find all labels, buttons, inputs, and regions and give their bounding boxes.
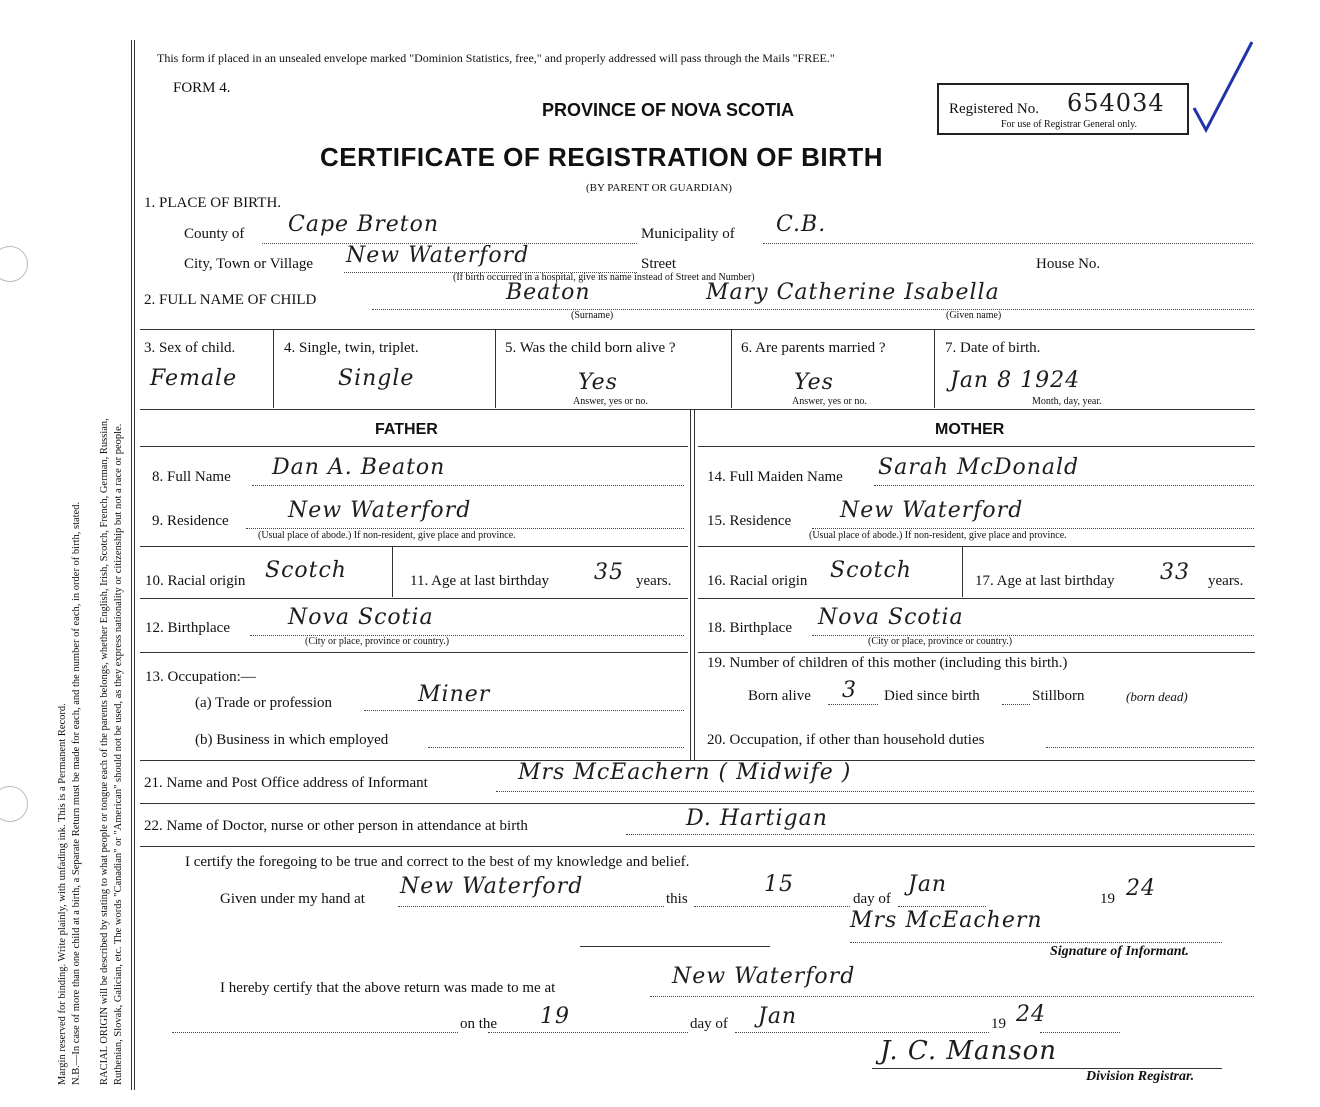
margin-rule [131,40,132,1090]
registrar-statement: I hereby certify that the above return was made to me at [220,980,556,996]
house-number-label: House No. [1036,256,1101,272]
born-alive-count-value: 3 [842,678,857,703]
father-abode-note: (Usual place of abode.) If non-resident, give place and province. [258,530,516,541]
municipality-value: C.B. [776,212,827,237]
born-alive-label: 5. Was the child born alive ? [505,340,676,356]
plurality-value: Single [338,366,415,391]
parents-married-value: Yes [794,370,834,395]
stillborn-label: Stillborn [1032,688,1085,704]
binding-hole [0,786,28,822]
page-title: CERTIFICATE OF REGISTRATION OF BIRTH [320,142,884,172]
given-under-hand-label: Given under my hand at [220,891,365,907]
mail-notice: This form if placed in an unsealed envelope marked "Dominion Statistics, free," and properly addressed will pass through the Mails "FREE." [157,51,835,65]
father-trade-label: (a) Trade or profession [195,695,333,711]
stillborn-note: (born dead) [1126,689,1188,704]
informant-signature: Mrs McEachern [850,908,1043,933]
margin-note-2: N.B.—In case of more than one child at a birth, a Separate Return must be made for each, and the number of each, in order of birth, stated. [71,501,82,1085]
father-birthplace-label: 12. Birthplace [145,620,230,636]
attendant-label: 22. Name of Doctor, nurse or other person in attendance at birth [144,818,528,834]
margin-note-1: Margin reserved for binding. Write plainly, with unfading ink. This is a Permanent Record. [57,703,68,1085]
registrar-year-value: 24 [1016,1002,1046,1027]
father-age-label: 11. Age at last birthday [410,573,549,589]
child-given-value: Mary Catherine Isabella [706,280,1000,305]
dob-value: Jan 8 1924 [950,368,1081,393]
municipality-label: Municipality of [641,226,735,242]
mother-race-value: Scotch [830,558,912,583]
father-race-value: Scotch [265,558,347,583]
registrar-day-of-label: day of [690,1016,728,1032]
father-age-value: 35 [594,560,624,585]
this-label: this [666,891,688,907]
born-alive-value: Yes [578,370,618,395]
father-trade-value: Miner [418,682,491,707]
child-name-label: 2. FULL NAME OF CHILD [144,292,317,308]
cert-day-of-label: day of [853,891,891,907]
yesno-caption: Answer, yes or no. [573,396,648,407]
father-residence-value: New Waterford [288,498,472,523]
city-value: New Waterford [346,243,530,268]
sex-value: Female [150,366,238,391]
county-value: Cape Breton [288,212,440,237]
mother-birthplace-label: 18. Birthplace [707,620,792,636]
margin-rule [134,40,135,1090]
mother-abode-note: (Usual place of abode.) If non-resident, give place and province. [809,530,1067,541]
mother-age-label: 17. Age at last birthday [975,573,1115,589]
given-caption: (Given name) [946,310,1002,321]
registrar-caption: Division Registrar. [1086,1069,1195,1084]
father-birthplace-note: (City or place, province or country.) [305,636,450,647]
certify-statement: I certify the foregoing to be true and correct to the best of my knowledge and belief. [185,854,690,870]
registrar-signature: J. C. Manson [880,1036,1058,1066]
form-number: FORM 4. [173,80,231,96]
place-of-birth-label: 1. PLACE OF BIRTH. [144,195,282,211]
binding-hole [0,246,28,282]
mother-heading: MOTHER [935,421,1005,438]
registrar-on-the-label: on the [460,1016,498,1032]
mother-children-label: 19. Number of children of this mother (including this birth.) [707,655,1068,671]
dob-label: 7. Date of birth. [945,340,1041,356]
hospital-note: (If birth occurred in a hospital, give its name instead of Street and Number) [453,272,755,283]
sex-label: 3. Sex of child. [144,340,236,356]
street-label: Street [641,256,676,272]
informant-signature-caption: Signature of Informant. [1050,944,1189,959]
registrar-year-prefix: 19 [991,1016,1006,1032]
province-heading: PROVINCE OF NOVA SCOTIA [542,100,795,120]
city-label: City, Town or Village [184,256,314,272]
plurality-label: 4. Single, twin, triplet. [284,340,419,356]
attendant-value: D. Hartigan [686,806,828,831]
registrar-place-value: New Waterford [672,964,856,989]
mother-residence-value: New Waterford [840,498,1024,523]
dob-caption: Month, day, year. [1032,396,1102,407]
mother-name-value: Sarah McDonald [878,455,1080,480]
cert-year-value: 24 [1126,876,1156,901]
cert-month-value: Jan [908,872,948,897]
mother-birthplace-note: (City or place, province or country.) [868,636,1013,647]
informant-value: Mrs McEachern ( Midwife ) [518,760,852,785]
mother-race-label: 16. Racial origin [707,573,808,589]
mother-years-label: years. [1208,573,1244,589]
father-birthplace-value: Nova Scotia [288,605,434,630]
father-business-label: (b) Business in which employed [195,732,389,748]
surname-caption: (Surname) [571,310,614,321]
mother-age-value: 33 [1160,560,1190,585]
father-residence-label: 9. Residence [152,513,229,529]
registrar-month-value: Jan [758,1004,798,1029]
page-subtitle: (BY PARENT OR GUARDIAN) [586,182,732,194]
yesno-caption: Answer, yes or no. [792,396,867,407]
registered-label: Registered No. [949,101,1039,117]
cert-year-prefix: 19 [1100,891,1115,907]
father-name-value: Dan A. Beaton [272,455,446,480]
registered-box [937,83,1189,135]
father-race-label: 10. Racial origin [145,573,246,589]
registered-number: 654034 [1067,89,1165,117]
informant-label: 21. Name and Post Office address of Informant [144,775,428,791]
registrar-day-value: 19 [540,1004,570,1029]
mother-name-label: 14. Full Maiden Name [707,469,843,485]
born-alive-count-label: Born alive [748,688,811,704]
registrar-note: For use of Registrar General only. [1001,119,1137,130]
checkmark-icon [1190,38,1260,138]
child-surname-value: Beaton [506,280,591,305]
father-name-label: 8. Full Name [152,469,231,485]
died-since-birth-label: Died since birth [884,688,980,704]
margin-note-3: RACIAL ORIGIN will be described by stating to what people or tongue each of the parents belongs, whether English, Irish, Scotch, French, German, Russian, [99,418,110,1085]
father-years-label: years. [636,573,672,589]
mother-birthplace-value: Nova Scotia [818,605,964,630]
given-place-value: New Waterford [400,874,584,899]
cert-day-value: 15 [764,872,794,897]
mother-residence-label: 15. Residence [707,513,792,529]
county-label: County of [184,226,245,242]
parents-married-label: 6. Are parents married ? [741,340,886,356]
father-occupation-label: 13. Occupation:— [145,669,256,685]
mother-occupation-label: 20. Occupation, if other than household duties [707,732,985,748]
margin-note-4: Ruthenian, Slovak, Galician, etc. The words "Canadian" or "American" should not be used, as they express nationality or citizenship but not a race or people. [113,423,124,1085]
father-heading: FATHER [375,421,438,438]
